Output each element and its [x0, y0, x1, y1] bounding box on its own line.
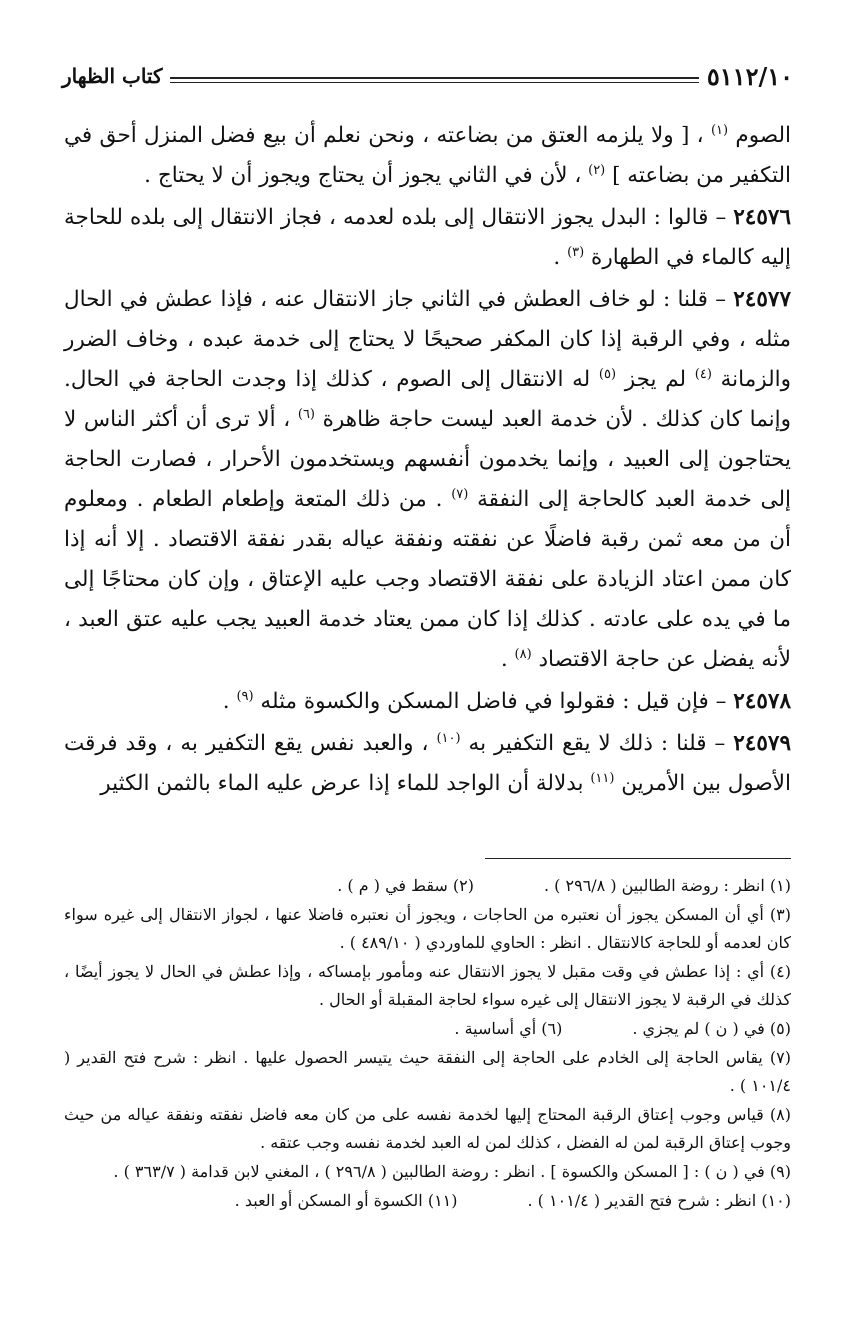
- text-run: .: [553, 245, 568, 270]
- footnote-ref: (٣): [567, 244, 585, 260]
- footnote-2: (٢) سقط في ( م ) .: [337, 876, 474, 895]
- footnote-5: (٥) في ( ن ) لم يجزي .: [632, 1018, 791, 1038]
- text-run: الصوم: [728, 123, 791, 148]
- footnote-ref: (٧): [451, 486, 469, 502]
- text-run: .: [500, 647, 515, 672]
- paragraph: [64, 682, 791, 722]
- footnote-1: (١) انظر : روضة الطالبين ( ٢٩٦/٨ ) .: [544, 876, 791, 895]
- text-run: بدلالة أن الواجد للماء إذا عرض عليه الماء بالثمن الكثير: [100, 771, 591, 796]
- page-number: ٥١١٢/١٠: [706, 61, 793, 91]
- footnote-ref: (٦): [297, 406, 315, 422]
- main-text: [64, 116, 791, 806]
- book-title: كتاب الظهار: [62, 64, 163, 88]
- text-run: له الانتقال إلى الصوم ، كذلك إذا وجدت الحاجة في الحال. وإنما كان كذلك . لأن خدمة العبد ليست حاجة ظاهرة: [64, 367, 791, 432]
- paragraph: [64, 280, 791, 680]
- footnote-4: (٤) أي : إذا عطش في وقت مقبل لا يجوز الانتقال عنه ومأمور بإمساكه ، وإذا عطش في الحال لا يجوز أيضًا ، كذلك في الرقبة لا يجوز الانتقال إلى غيره سواء لحاجة المقبلة أو الحال .: [64, 961, 791, 1010]
- footnote-ref: (٩): [236, 688, 254, 704]
- footnote-11: (١١) الكسوة أو المسكن أو العبد .: [234, 1190, 458, 1210]
- footnote-ref: (١): [710, 122, 729, 138]
- text-run: لم يجز: [616, 367, 695, 392]
- footnote-ref: (٥): [598, 366, 617, 382]
- footnote-ref: (٢): [588, 162, 606, 178]
- text-run: ، ألا ترى أن أكثر الناس لا يحتاجون إلى العبيد ، وإنما يخدمون أنفسهم ويستخدمون الأحرار ، فصارت الحاجة إلى خدمة العبد كالحاجة إلى النفقة: [64, 407, 792, 512]
- footnote-ref: (٨): [514, 646, 532, 662]
- text-run: ، والعبد نفس يقع التكفير به ، وقد فرقت الأصول بين الأمرين: [64, 731, 791, 796]
- footnote-separator: [485, 858, 791, 859]
- text-run: – قلنا : لو خاف العطش في الثاني جاز الانتقال عنه ، فإذا عطش في الحال مثله ، وفي الرقبة إذا كان المكفر صحيحًا لا يحتاج إلى خدمة عبده ، وخاف الضرر والزمانة: [64, 287, 791, 392]
- paragraph: [64, 198, 791, 278]
- footnote-row: [64, 872, 791, 901]
- paragraph-number: ٢٤٥٧٩: [733, 731, 791, 756]
- footnotes: [64, 872, 791, 1215]
- footnote-3: (٣) أي أن المسكن يجوز أن نعتبره من الحاجات ، ويجوز أن نعتبره فاضلا عنها ، لجواز الانتقال إلى غيره سواء كان لعدمه أو للحاجة كالانتقال . انظر : الحاوي للماوردي ( ٤٨٩/١٠ ) .: [64, 904, 791, 953]
- footnote-7: (٧) يقاس الحاجة إلى الخادم على الحاجة إلى النفقة حيث يتيسر الحصول عليها . انظر : شرح فتح القدير ( ١٠١/٤ ) .: [64, 1047, 791, 1096]
- text-run: – قالوا : البدل يجوز الانتقال إلى بلده لعدمه ، فجاز الانتقال إلى بلده للحاجة إليه كالماء في الطهارة: [64, 205, 791, 270]
- page-header: [62, 58, 793, 94]
- text-run: .: [222, 689, 237, 714]
- paragraph-number: ٢٤٥٧٨: [733, 689, 791, 714]
- footnote-9: (٩) في ( ن ) : [ المسكن والكسوة ] . انظر : روضة الطالبين ( ٢٩٦/٨ ) ، المغني لابن قدامة ( ٣٦٣/٧ ) .: [113, 1161, 791, 1181]
- paragraph: [64, 116, 791, 196]
- footnote-ref: (١١): [590, 770, 615, 786]
- text-run: ، [ ولا يلزمه العتق من بضاعته ، ونحن نعلم أن بيع فضل المنزل أحق في التكفير من بضاعته ]: [64, 123, 791, 188]
- paragraph: [64, 724, 791, 804]
- paragraph-number: ٢٤٥٧٦: [733, 205, 791, 230]
- paragraph-number: ٢٤٥٧٧: [733, 287, 791, 312]
- footnote-ref: (١٠): [436, 730, 461, 746]
- footnote-10: (١٠) انظر : شرح فتح القدير ( ١٠١/٤ ) .: [527, 1190, 791, 1210]
- footnote-ref: (٤): [694, 366, 712, 382]
- footnote-8: (٨) قياس وجوب إعتاق الرقبة المحتاج إليها لخدمة نفسه على من كان معه فاضل نفقته ونفقة عياله من حيث وجوب إعتاق الرقبة لمن له الفضل ، كذلك لمن له العبد لخدمة نفسه وجب عتقه .: [64, 1104, 791, 1153]
- footnote-row: [64, 1187, 791, 1216]
- footnote-row: [64, 1015, 791, 1044]
- text-run: – فإن قيل : فقولوا في فاضل المسكن والكسوة مثله: [253, 689, 734, 714]
- header-rule: [170, 77, 698, 83]
- footnote-6: (٦) أي أساسية .: [454, 1018, 563, 1038]
- text-run: ، لأن في الثاني يجوز أن يحتاج ويجوز أن لا يحتاج .: [144, 163, 589, 188]
- text-run: . من ذلك المتعة وإطعام الطعام . ومعلوم أن من معه ثمن رقبة فاضلًا عن نفقته ونفقة عياله بقدر نفقة الاقتصاد . إلا أنه إذا كان ممن اعتاد الزيادة على نفقة الاقتصاد وجب عليه الإعتاق ، وإن كان محتاجًا إلى ما في يده على عادته . كذلك إذا كان ممن يعتاد خدمة العبيد يجب عليه عتق العبد ، لأنه يفضل عن حاجة الاقتصاد: [64, 487, 791, 672]
- text-run: – قلنا : ذلك لا يقع التكفير به: [460, 731, 734, 756]
